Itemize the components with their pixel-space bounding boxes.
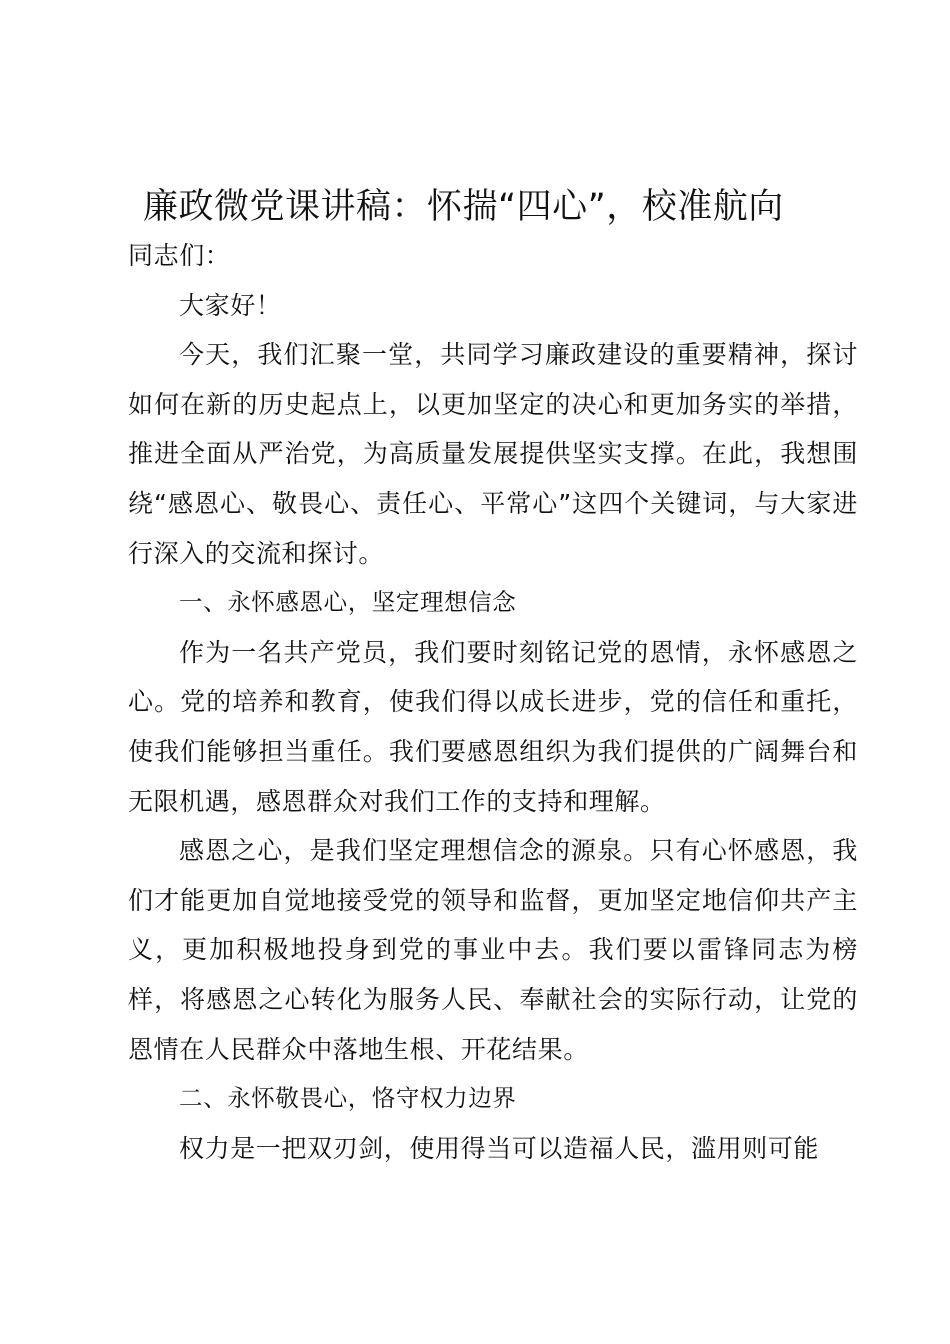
salutation: 同志们： [128,241,231,270]
body-paragraph: 感恩之心，是我们坚定理想信念的源泉。只有心怀感恩，我们才能更加自觉地接受党的领导和监督，更加坚定地信仰共产主义，更加积极地投身到党的事业中去。我们要以雷锋同志为榜样，将感恩之心转化为服务人民、奉献社会的实际行动，让党的恩情在人民群众中落地生根、开花结果。 [128,836,858,1064]
greeting-paragraph: 大家好！ [179,290,282,320]
section-heading-1: 一、永怀感恩心，坚定理想信念 [179,588,517,617]
section-heading-2: 二、永怀敬畏心，恪守权力边界 [179,1084,517,1113]
document-body [128,231,858,1173]
body-paragraph-truncated: 权力是一把双刃剑，使用得当可以造福人民，滥用则可能 [179,1133,820,1163]
body-paragraph: 作为一名共产党员，我们要时刻铭记党的恩情，永怀感恩之心。党的培养和教育，使我们得以成长进步，党的信任和重托，使我们能够担当重任。我们要感恩组织为我们提供的广阔舞台和无限机遇，感恩群众对我们工作的支持和理解。 [128,637,858,816]
document-title: 廉政微党课讲稿：怀揣“四心”，校准航向 [143,187,784,227]
intro-paragraph: 今天，我们汇聚一堂，共同学习廉政建设的重要精神，探讨如何在新的历史起点上，以更加坚定的决心和更加务实的举措，推进全面从严治党，为高质量发展提供坚实支撑。在此，我想围绕“感恩心、敬畏心、责任心、平常心”这四个关键词，与大家进行深入的交流和探讨。 [128,340,858,568]
